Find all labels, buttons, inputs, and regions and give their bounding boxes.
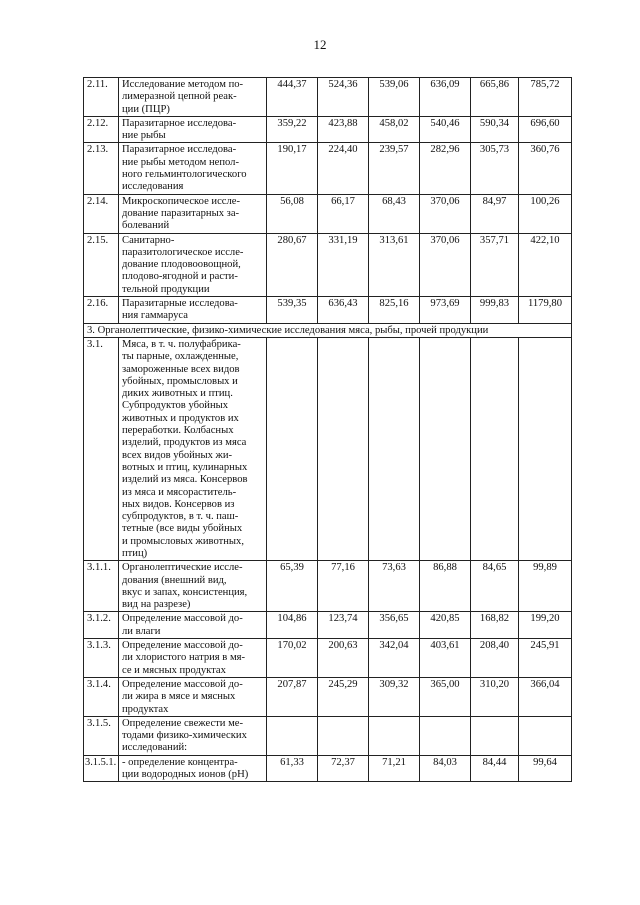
description-line: плодово-ягодной и расти- [122,271,238,283]
price-cell-6: 785,72 [519,78,572,117]
description-line: Субпродуктов убойных [122,400,229,412]
row-code: 3.1.2. [84,612,119,639]
description-line: ции водородных ионов (pH) [122,769,249,781]
price-cell-6: 245,91 [519,639,572,678]
price-cell-2 [318,337,369,560]
price-cell-4: 84,03 [420,755,471,782]
price-cell-5: 305,73 [471,143,519,194]
table-row [84,716,572,755]
description-line: Определение массовой до- [122,640,243,652]
description-line: животных и продуктов их [122,412,239,424]
price-cell-3: 342,04 [369,639,420,678]
row-code: 3.1.4. [84,677,119,716]
table-row [84,194,572,233]
description-line: Паразитарное исследова- [122,144,237,156]
table-row [84,78,572,117]
price-cell-4: 370,06 [420,194,471,233]
row-code: 3.1.1. [84,561,119,612]
page-number: 12 [313,37,327,52]
price-cell-2: 72,37 [318,755,369,782]
row-code: 3.1.3. [84,639,119,678]
description-line: - определение концентра- [122,756,238,768]
price-cell-6: 199,20 [519,612,572,639]
price-cell-6: 360,76 [519,143,572,194]
price-cell-2: 77,16 [318,561,369,612]
price-cell-6 [519,716,572,755]
table-row [84,755,572,782]
description-line: тетные (все виды убойных [122,523,243,535]
price-cell-2: 66,17 [318,194,369,233]
section-header-row [84,323,572,337]
price-cell-4: 403,61 [420,639,471,678]
row-description [119,297,267,324]
description-line: ного гельминтологического [122,169,247,181]
description-line: болеваний [122,220,170,232]
table-row [84,233,572,296]
row-description [119,337,267,560]
description-line: Определение свежести ме- [122,717,244,729]
price-cell-4: 86,88 [420,561,471,612]
table-row [84,561,572,612]
price-cell-5: 84,97 [471,194,519,233]
price-cell-2 [318,716,369,755]
table-row [84,116,572,143]
price-cell-4: 420,85 [420,612,471,639]
row-code: 2.12. [84,116,119,143]
price-cell-3: 313,61 [369,233,420,296]
price-cell-6 [519,337,572,560]
price-cell-1: 170,02 [267,639,318,678]
price-cell-6: 100,26 [519,194,572,233]
price-cell-1 [267,716,318,755]
price-cell-3 [369,337,420,560]
row-description [119,143,267,194]
description-line: вкус и запах, консистенция, [122,586,248,598]
description-line: из мяса и мясораститель- [122,486,237,498]
description-line: ли влаги [122,625,161,637]
price-cell-3: 539,06 [369,78,420,117]
description-line: дования (внешний вид, [122,574,227,586]
price-cell-1: 444,37 [267,78,318,117]
description-line: субпродуктов, в т. ч. паш- [122,511,239,523]
price-cell-3: 68,43 [369,194,420,233]
description-line: ли жира в мясе и мясных [122,691,236,703]
description-line: паразитологическое иссле- [122,246,244,258]
description-line: продуктах [122,703,169,715]
description-line: убойных, промысловых и [122,375,238,387]
description-line: исследований: [122,742,188,754]
price-cell-5: 168,82 [471,612,519,639]
description-line: ных видов. Консервов из [122,498,235,510]
row-description [119,78,267,117]
price-cell-1: 539,35 [267,297,318,324]
description-line: ции (ПЦР) [122,103,170,115]
price-cell-4 [420,337,471,560]
row-code: 3.1. [84,337,119,560]
description-line: Микроскопическое иссле- [122,195,241,207]
price-cell-5: 84,44 [471,755,519,782]
price-cell-5: 357,71 [471,233,519,296]
price-cell-5: 999,83 [471,297,519,324]
table-row [84,143,572,194]
description-line: Определение массовой до- [122,678,243,690]
description-line: тодами физико-химических [122,730,247,742]
table-body [84,78,572,782]
table-row [84,337,572,560]
description-line: ли хлористого натрия в мя- [122,652,246,664]
description-line: изделий, продуктов из мяса [122,437,247,449]
price-cell-1: 104,86 [267,612,318,639]
price-cell-4: 282,96 [420,143,471,194]
description-line: ние рыбы [122,130,166,142]
price-cell-2: 123,74 [318,612,369,639]
price-cell-3: 309,32 [369,677,420,716]
price-cell-4: 636,09 [420,78,471,117]
price-cell-1: 190,17 [267,143,318,194]
row-code: 2.14. [84,194,119,233]
price-cell-5: 208,40 [471,639,519,678]
description-line: изделий из мяса. Консервов [122,474,248,486]
description-line: Санитарно- [122,234,175,246]
description-line: дование плодовоовощной, [122,259,241,271]
description-line: Паразитарное исследова- [122,117,237,129]
price-cell-5: 310,20 [471,677,519,716]
price-cell-1: 56,08 [267,194,318,233]
row-description [119,116,267,143]
description-line: исследования [122,181,184,193]
row-code: 2.11. [84,78,119,117]
price-cell-3: 71,21 [369,755,420,782]
row-description [119,194,267,233]
table-row [84,612,572,639]
price-cell-6: 99,64 [519,755,572,782]
row-description [119,755,267,782]
row-description [119,716,267,755]
price-cell-1: 65,39 [267,561,318,612]
price-cell-1 [267,337,318,560]
description-line: Определение массовой до- [122,613,243,625]
row-code: 3.1.5. [84,716,119,755]
price-cell-5: 590,34 [471,116,519,143]
description-line: диких животных и птиц. [122,388,233,400]
price-cell-4: 370,06 [420,233,471,296]
description-line: Мяса, в т. ч. полуфабрика- [122,338,241,350]
table-row [84,297,572,324]
price-table [83,77,572,782]
row-code: 2.16. [84,297,119,324]
price-cell-5: 84,65 [471,561,519,612]
description-line: тельной продукции [122,283,210,295]
price-cell-3: 458,02 [369,116,420,143]
row-description [119,561,267,612]
price-cell-3: 825,16 [369,297,420,324]
description-line: вид на разрезе) [122,599,191,611]
price-cell-1: 61,33 [267,755,318,782]
description-line: и промысловых животных, [122,535,244,547]
price-cell-6: 1179,80 [519,297,572,324]
description-line: замороженные всех видов [122,363,240,375]
price-cell-6: 696,60 [519,116,572,143]
price-cell-1: 207,87 [267,677,318,716]
description-line: ты парные, охлажденные, [122,351,239,363]
description-line: дование паразитарных за- [122,207,240,219]
price-cell-2: 200,63 [318,639,369,678]
description-line: ния гаммаруса [122,310,188,322]
price-cell-1: 359,22 [267,116,318,143]
price-cell-5 [471,716,519,755]
price-cell-4 [420,716,471,755]
row-description [119,612,267,639]
price-cell-4: 365,00 [420,677,471,716]
row-code: 2.15. [84,233,119,296]
price-cell-2: 423,88 [318,116,369,143]
row-description [119,677,267,716]
description-line: ние рыбы методом непол- [122,156,239,168]
price-cell-4: 973,69 [420,297,471,324]
price-cell-3 [369,716,420,755]
section-title: 3. Органолептические, физико-химические исследования мяса, рыбы, прочей продукции [84,323,572,337]
row-description [119,233,267,296]
table-row [84,639,572,678]
price-cell-6: 422,10 [519,233,572,296]
description-line: птиц) [122,547,148,559]
description-line: лимеразной цепной реак- [122,91,237,103]
price-cell-3: 73,63 [369,561,420,612]
description-line: всех видов убойных жи- [122,449,233,461]
price-cell-3: 356,65 [369,612,420,639]
price-cell-1: 280,67 [267,233,318,296]
price-cell-2: 331,19 [318,233,369,296]
description-line: Паразитарные исследова- [122,298,238,310]
price-cell-2: 524,36 [318,78,369,117]
price-cell-2: 245,29 [318,677,369,716]
description-line: Исследование методом по- [122,79,244,90]
row-code: 3.1.5.1. [84,755,119,782]
price-cell-4: 540,46 [420,116,471,143]
price-cell-2: 224,40 [318,143,369,194]
price-cell-6: 366,04 [519,677,572,716]
description-line: вотных и птиц, кулинарных [122,461,248,473]
table-row [84,677,572,716]
price-cell-3: 239,57 [369,143,420,194]
description-line: Органолептические иссле- [122,562,243,574]
row-code: 2.13. [84,143,119,194]
price-cell-5 [471,337,519,560]
row-description [119,639,267,678]
description-line: се и мясных продуктах [122,664,226,676]
description-line: переработки. Колбасных [122,425,234,437]
price-cell-2: 636,43 [318,297,369,324]
price-cell-5: 665,86 [471,78,519,117]
price-cell-6: 99,89 [519,561,572,612]
